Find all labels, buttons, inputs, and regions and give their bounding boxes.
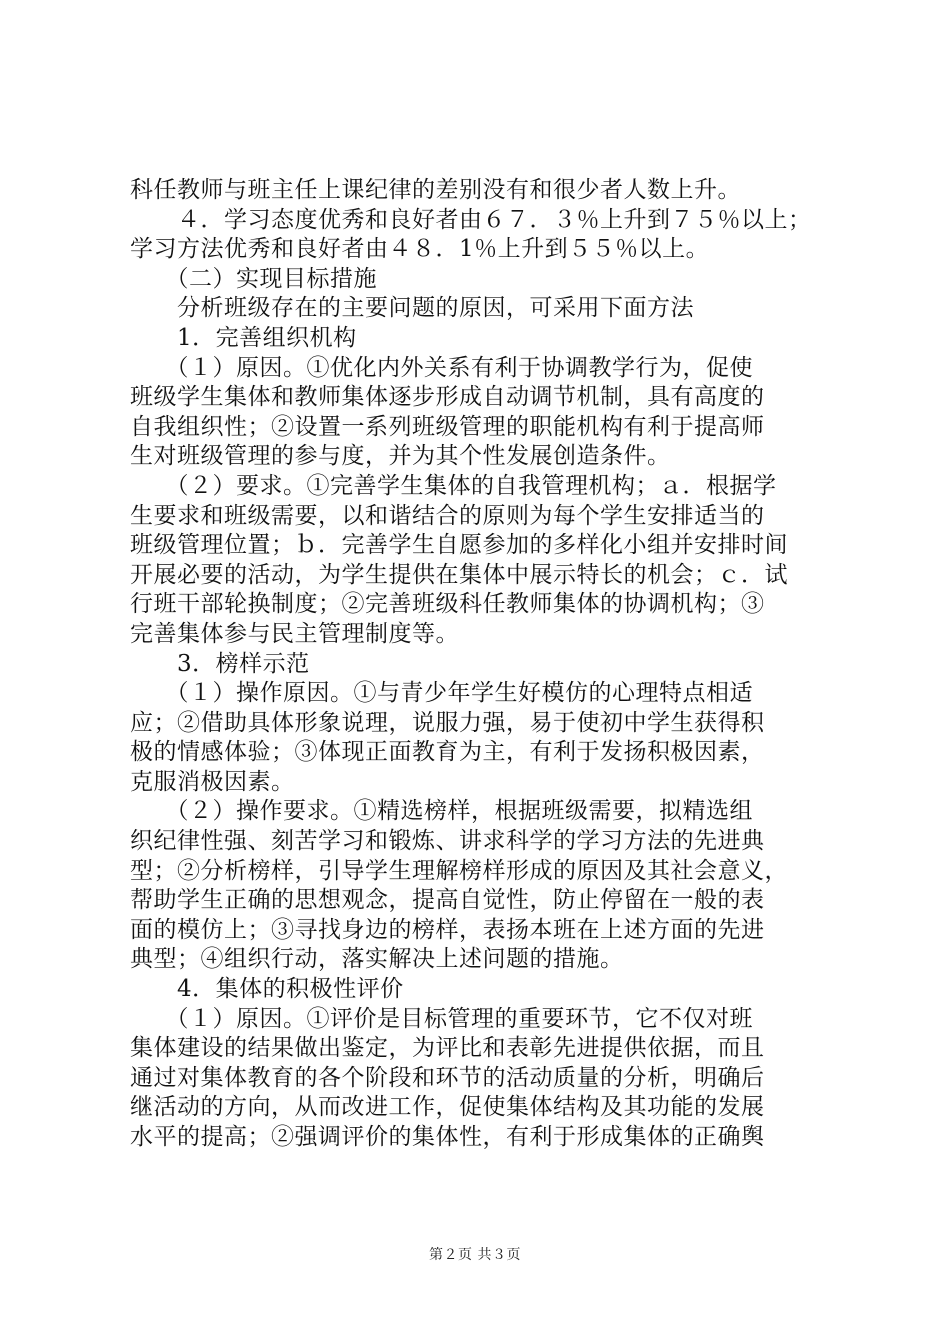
text-line: 典型；④组织行动，落实解决上述问题的措施。 (130, 946, 624, 973)
text-line: 克服消极因素。 (130, 768, 295, 795)
text-line: 科任教师与班主任上课纪律的差别没有和很少者人数上升。 (130, 177, 741, 203)
section-heading: （二）实现目标措施 (130, 265, 377, 292)
text-line: 完善集体参与民主管理制度等。 (130, 620, 459, 647)
subsection-heading: 1．完善组织机构 (130, 324, 357, 351)
document-body (130, 176, 830, 1153)
text-line: 水平的提高；②强调评价的集体性，有利于形成集体的正确舆 (130, 1124, 765, 1150)
text-line: 行班干部轮换制度；②完善班级科任教师集体的协调机构；③ (130, 591, 765, 618)
text-line: 面的模仿上；③寻找身边的榜样，表扬本班在上述方面的先进 (130, 916, 765, 943)
page-footer (0, 1244, 950, 1264)
text-line: 生对班级管理的参与度，并为其个性发展创造条件。 (130, 443, 671, 470)
subsection-heading: 3．榜样示范 (130, 650, 310, 677)
text-line: （２）要求。①完善学生集体的自我管理机构；ａ．根据学 (130, 472, 777, 499)
text-line: 型；②分析榜样，引导学生理解榜样形成的原因及其社会意义， (130, 857, 788, 884)
text-line: 帮助学生正确的思想观念，提高自觉性，防止停留在一般的表 (130, 887, 765, 914)
text-line: 班级学生集体和教师集体逐步形成自动调节机制，具有高度的 (130, 384, 765, 411)
page-number: 第２页 共３页 (429, 1247, 521, 1263)
text-line: （１）操作原因。①与青少年学生好模仿的心理特点相适 (130, 680, 753, 707)
text-line: （２）操作要求。①精选榜样，根据班级需要，拟精选组 (130, 798, 753, 825)
text-line: 生要求和班级需要，以和谐结合的原则为每个学生安排适当的 (130, 502, 765, 529)
text-line: 自我组织性；②设置一系列班级管理的职能机构有利于提高师 (130, 413, 765, 440)
subsection-heading: 4．集体的积极性评价 (130, 976, 404, 1003)
text-line: 织纪律性强、刻苦学习和锻炼、讲求科学的学习方法的先进典 (130, 828, 765, 855)
text-line: （１）原因。①评价是目标管理的重要环节，它不仅对班 (130, 1005, 753, 1032)
text-line: 开展必要的活动，为学生提供在集体中展示特长的机会；ｃ．试 (130, 561, 788, 588)
text-line: 集体建设的结果做出鉴定，为评比和表彰先进提供依据，而且 (130, 1035, 765, 1062)
text-line: 分析班级存在的主要问题的原因，可采用下面方法 (130, 295, 694, 322)
text-line: 通过对集体教育的各个阶段和环节的活动质量的分析，明确后 (130, 1064, 765, 1091)
text-line: 学习方法优秀和良好者由４８．1％上升到５５％以上。 (130, 236, 710, 263)
text-line: 应；②借助具体形象说理，说服力强，易于使初中学生获得积 (130, 709, 765, 736)
text-line: ４．学习态度优秀和良好者由６７．３％上升到７５％以上； (130, 206, 812, 233)
text-line: 极的情感体验；③体现正面教育为主，有利于发扬积极因素， (130, 739, 765, 766)
text-line: （１）原因。①优化内外关系有利于协调教学行为，促使 (130, 354, 753, 381)
text-line: 继活动的方向，从而改进工作，促使集体结构及其功能的发展 (130, 1094, 765, 1121)
text-line: 班级管理位置；ｂ．完善学生自愿参加的多样化小组并安排时间 (130, 532, 788, 559)
